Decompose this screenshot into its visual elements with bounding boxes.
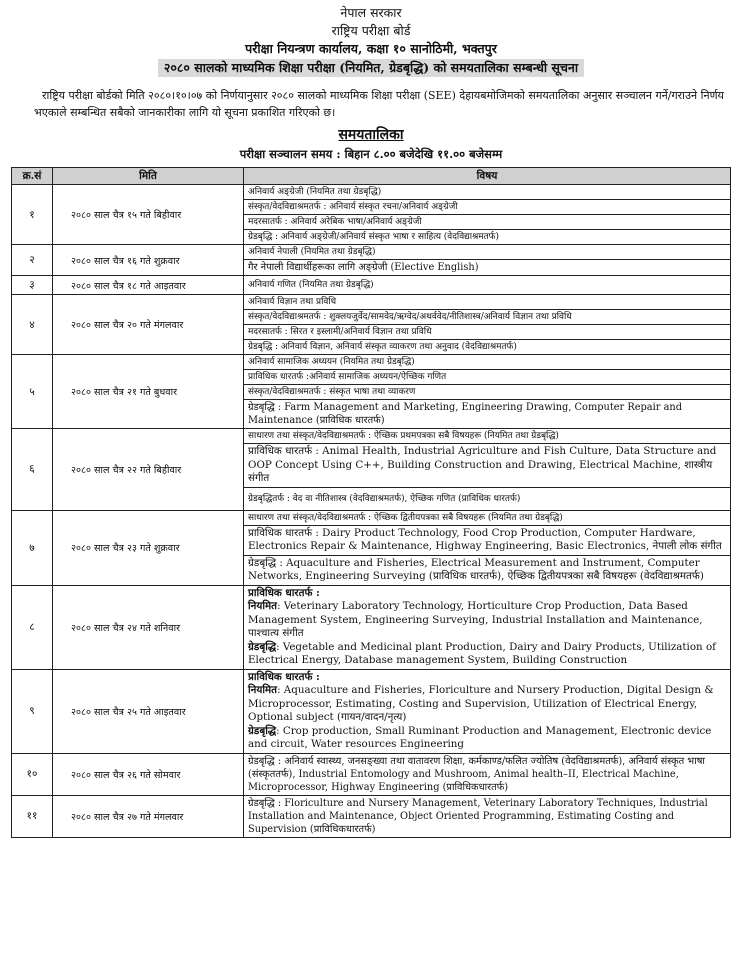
row-sn: २	[12, 245, 53, 276]
gradeup-subjects	[248, 641, 726, 668]
regular-label: नियमित	[248, 600, 278, 612]
row-date: २०८० साल चैत्र १८ गते आइतवार	[53, 276, 244, 295]
row-sn: ८	[12, 585, 53, 669]
stream-heading: प्राविधिक धारतर्फ :	[248, 670, 320, 683]
row-sn: ७	[12, 510, 53, 585]
subject-item: ग्रेडबृद्धि : Farm Management and Marketing, Engineering Drawing, Computer Repair and Maintenance (प्राविधिक धारतर्फ)	[248, 402, 682, 426]
table-row	[12, 295, 731, 355]
row-sn: ४	[12, 295, 53, 355]
gradeup-list: : Vegetable and Medicinal plant Production, Dairy and Dairy Products, Utilization of Electrical Energy, Database management System, Building Construction	[248, 640, 716, 666]
row-date: २०८० साल चैत्र १६ गते शुक्रवार	[53, 245, 244, 276]
regular-list: : Aquaculture and Fisheries, Floriculture and Nursery Production, Digital Design & Microprocessor, Estimating, Costing and Supervision, Utilization of Electrical Energy, Optional subject (गायन/वादन/नृत्य)	[248, 684, 714, 723]
regular-subjects	[248, 684, 726, 725]
subject-item: साधारण तथा संस्कृत/वेदविद्याश्रमतर्फ : ऐच्छिक द्वितीयपत्रका सबै विषयहरू (नियमित तथा ग्रेडबृद्धि)	[244, 511, 730, 526]
board-name: राष्ट्रिय परीक्षा बोर्ड	[331, 23, 411, 38]
subject-item: अनिवार्य अङ्ग्रेजी (नियमित तथा ग्रेडबृद्धि)	[244, 185, 730, 200]
subject-item: गैर नेपाली विद्यार्थीहरूका लागि अङ्ग्रेजी (Elective English)	[248, 262, 479, 273]
row-date: २०८० साल चैत्र २२ गते बिहीवार	[53, 429, 244, 511]
gradeup-label: ग्रेडबृद्धि	[248, 724, 277, 737]
subject-item	[244, 670, 730, 753]
row-subjects	[244, 276, 731, 295]
subject-item: ग्रेडबृद्धि : अनिवार्य अङ्ग्रेजी/अनिवार्य संस्कृत भाषा र साहित्य (वेदविद्याश्रमतर्फ)	[248, 232, 499, 242]
row-subjects	[244, 753, 731, 795]
schedule-table	[11, 167, 731, 838]
subject-item: अनिवार्य गणित (नियमित तथा ग्रेडबृद्धि)	[248, 280, 374, 290]
gradeup-subjects	[248, 725, 726, 752]
row-date: २०८० साल चैत्र २१ गते बुधवार	[53, 355, 244, 429]
row-subjects	[244, 245, 731, 276]
row-sn: ११	[12, 795, 53, 837]
table-row	[12, 276, 731, 295]
table-row	[12, 510, 731, 585]
table-row	[12, 355, 731, 429]
row-subjects	[244, 429, 731, 511]
exam-time: परीक्षा सञ्चालन समय : बिहान ८.०० बजेदेखि ११.०० बजेसम्म	[239, 147, 503, 161]
schedule-title: समयतालिका	[338, 127, 404, 143]
row-sn: १	[12, 185, 53, 245]
table-row	[12, 753, 731, 795]
table-row	[12, 245, 731, 276]
subject-item: ग्रेडबृद्धि : अनिवार्य स्वास्थ्य, जनसङ्ख्या तथा वातावरण शिक्षा, कर्मकाण्ड/फलित ज्योतिष (वेदविद्याश्रमतर्फ), अनिवार्य संस्कृत भाषा (संस्कृततर्फ), Industrial Entomology and Mushroom, Animal health–II, Electrical Machine, Microprocessor, Highway Engineering (प्राविधिकधारतर्फ)	[248, 755, 705, 793]
header-subject: विषय	[244, 168, 731, 185]
subject-item: अनिवार्य नेपाली (नियमित तथा ग्रेडबृद्धि)	[244, 245, 730, 260]
row-sn: ९	[12, 669, 53, 753]
office-name: परीक्षा नियन्त्रण कार्यालय, कक्षा १० सानोठिमी, भक्तपुर	[245, 41, 497, 56]
subject-item: प्राविधिक धारतर्फ : Dairy Product Technology, Food Crop Production, Computer Hardware, Electronics Repair & Maintenance, Highway Engineering, Basic Electronics, नेपाली लोक संगीत	[244, 526, 730, 556]
subject-item: ग्रेडबृद्धि : अनिवार्य विज्ञान, अनिवार्य संस्कृत व्याकरण तथा अनुवाद (वेदविद्याश्रमतर्फ)	[248, 342, 517, 352]
row-date: २०८० साल चैत्र २० गते मंगलवार	[53, 295, 244, 355]
table-row	[12, 585, 731, 669]
row-date: २०८० साल चैत्र १५ गते बिहीवार	[53, 185, 244, 245]
row-subjects	[244, 669, 731, 753]
subject-item: अनिवार्य सामाजिक अध्ययन (नियमित तथा ग्रेडबृद्धि)	[244, 355, 730, 370]
row-date: २०८० साल चैत्र २६ गते सोमवार	[53, 753, 244, 795]
regular-list: : Veterinary Laboratory Technology, Horticulture Crop Production, Data Based Management System, Engineering Surveying, Industrial Installation and Maintenance, पाश्चात्य संगीत	[248, 600, 703, 639]
row-date: २०८० साल चैत्र २४ गते शनिवार	[53, 585, 244, 669]
intro-paragraph: राष्ट्रिय परीक्षा बोर्डको मिति २०८०।१०।०७ को निर्णयानुसार २०८० सालको माध्यमिक शिक्षा परीक्षा (SEE) देहायबमोजिमको समयतालिका अनुसार सञ्चालन गर्ने/गराउने निर्णय भएकाले सम्बन्धित सबैको जानकारीका लागि यो सूचना प्रकाशित गरिएको छ।	[34, 89, 724, 119]
subject-item: संस्कृत/वेदविद्याश्रमतर्फ : शुक्लयजुर्वेद/सामवेद/ऋग्वेद/अथर्ववेद/नीतिशास्त्र/अनिवार्य विज्ञान तथा प्रविधि	[244, 310, 730, 325]
row-date: २०८० साल चैत्र २५ गते आइतवार	[53, 669, 244, 753]
subject-item: ग्रेडबृद्धितर्फ : वेद वा नीतिशास्त्र (वेदविद्याश्रमतर्फ), ऐच्छिक गणित (प्राविधिक धारतर्फ)	[248, 493, 521, 504]
row-date: २०८० साल चैत्र २७ गते मंगलवार	[53, 795, 244, 837]
govt-name: नेपाल सरकार	[340, 5, 402, 20]
subject-item: मदरसातर्फ : अनिवार्य अरेबिक भाषा/अनिवार्य अङ्ग्रेजी	[244, 215, 730, 230]
subject-item: प्राविधिक धारतर्फ : Animal Health, Industrial Agriculture and Fish Culture, Data Structure and OOP Concept Using C++, Building Construction and Drawing, Electrical Machine, शास्त्रीय संगीत	[244, 444, 730, 488]
row-subjects	[244, 295, 731, 355]
table-row	[12, 669, 731, 753]
schedule-body	[12, 185, 731, 838]
row-subjects	[244, 795, 731, 837]
gradeup-list: : Crop production, Small Ruminant Production and Management, Electronic device and circuit, Water resources Engineering	[248, 724, 712, 750]
header-sn: क्र.सं	[12, 168, 53, 185]
subject-item: संस्कृत/वेदविद्याश्रमतर्फ : संस्कृत भाषा तथा व्याकरण	[244, 385, 730, 400]
row-subjects	[244, 510, 731, 585]
row-sn: ३	[12, 276, 53, 295]
table-row	[12, 795, 731, 837]
row-sn: ६	[12, 429, 53, 511]
subject-item: संस्कृत/वेदविद्याश्रमतर्फ : अनिवार्य संस्कृत रचना/अनिवार्य अङ्ग्रेजी	[244, 200, 730, 215]
subject-item: प्राविधिक धारतर्फ :अनिवार्य सामाजिक अध्ययन/ऐच्छिक गणित	[244, 370, 730, 385]
row-sn: १०	[12, 753, 53, 795]
row-date: २०८० साल चैत्र २३ गते शुक्रवार	[53, 510, 244, 585]
regular-label: नियमित	[248, 684, 278, 696]
subject-item: साधारण तथा संस्कृत/वेदविद्याश्रमतर्फ : ऐच्छिक प्रथमपत्रका सबै विषयहरू (नियमित तथा ग्रेडबृद्धि)	[244, 429, 730, 444]
gradeup-label: ग्रेडबृद्धि	[248, 640, 277, 653]
table-header-row	[12, 168, 731, 185]
table-row	[12, 429, 731, 511]
notice-header	[10, 4, 732, 77]
row-subjects	[244, 585, 731, 669]
row-sn: ५	[12, 355, 53, 429]
subject-item: मदरसातर्फ : सिरत र इस्लामी/अनिवार्य विज्ञान तथा प्रविधि	[244, 325, 730, 340]
regular-subjects	[248, 600, 726, 641]
notice-heading: २०८० सालको माध्यमिक शिक्षा परीक्षा (नियमित, ग्रेडबृद्धि) को समयतालिका सम्बन्धी सूचना	[158, 59, 584, 77]
subject-item	[244, 586, 730, 669]
subject-item: ग्रेडबृद्धि : Floriculture and Nursery Management, Veterinary Laboratory Techniques, Industrial Installation and Maintenance, Object Oriented Programming, Estimating Costing and Supervision (प्राविधिकधारतर्फ)	[248, 797, 708, 835]
row-subjects	[244, 355, 731, 429]
stream-heading: प्राविधिक धारतर्फ :	[248, 586, 320, 599]
table-row	[12, 185, 731, 245]
header-date: मिति	[53, 168, 244, 185]
subject-item: ग्रेडबृद्धि : Aquaculture and Fisheries, Electrical Measurement and Instrument, Computer Networks, Engineering Surveying (प्राविधिक धारतर्फ), ऐच्छिक द्वितीयपत्रका सबै विषयहरू (वेदविद्याश्रमतर्फ)	[248, 556, 704, 582]
subject-item: अनिवार्य विज्ञान तथा प्रविधि	[244, 295, 730, 310]
row-subjects	[244, 185, 731, 245]
